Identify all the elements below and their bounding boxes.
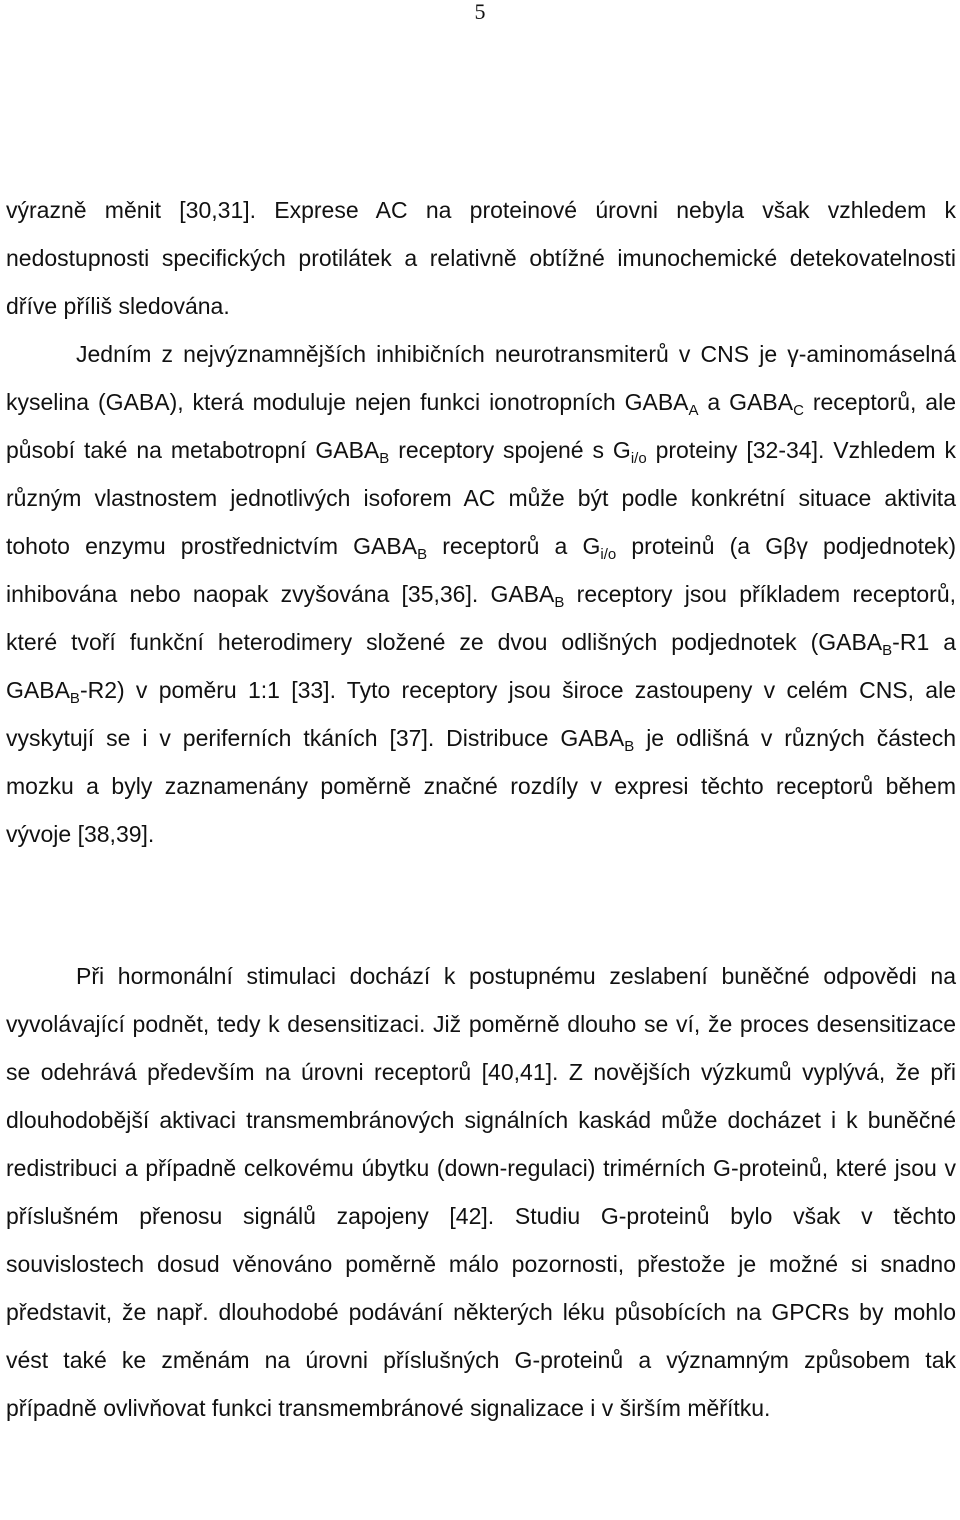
text-block-lower [6,952,956,1432]
paragraph-2 [6,330,956,858]
subscript: B [554,594,565,611]
subscript: B [882,642,893,659]
paragraph-2-text: receptorů a G [427,533,601,559]
paragraph-2-text: proteinů (a Gβγ podjednotek) inhibována nebo naopak zvyšována [35,36]. GABA [6,533,956,607]
subscript: i/o [600,546,617,563]
subscript: A [688,402,699,419]
subscript: B [624,738,635,755]
paragraph-2-text: je odlišná v různých částech mozku a byly zaznamenány poměrně značné rozdíly v expresi těchto receptorů během vývoje [38,39]. [6,725,956,847]
paragraph-2-text: -R1 a GABA [6,629,956,703]
paragraph-2-text: receptorů, ale působí také na metabotropní GABA [6,389,956,463]
subscript: B [69,690,80,707]
paragraph-2-text: a GABA [698,389,794,415]
paragraph-2-text: proteiny [32-34]. Vzhledem k různým vlastnostem jednotlivých isoforem AC může být podle konkrétní situace aktivita tohoto enzymu prostřednictvím GABA [6,437,956,559]
subscript: B [379,450,390,467]
paragraph-1: výrazně měnit [30,31]. Exprese AC na proteinové úrovni nebyla však vzhledem k nedostupnosti specifických protilátek a relativně obtížné imunochemické detekovatelnosti dříve příliš sledována. [6,197,956,319]
paragraph-3: Při hormonální stimulaci dochází k postupnému zeslabení buněčné odpovědi na vyvolávající podnět, tedy k desensitizaci. Již poměrně dlouho se ví, že proces desensitizace se odehrává především na úrovni receptorů [40,41]. Z novějších výzkumů vyplývá, že při dlouhodobější aktivaci transmembránových signálních kaskád může docházet i k buněčné redistribuci a případně celkovému úbytku (down-regulaci) trimérních G-proteinů, které jsou v příslušném přenosu signálů zapojeny [42]. Studiu G-proteinů bylo však v těchto souvislostech dosud věnováno poměrně málo pozornosti, přestože je možné si snadno představit, že např. dlouhodobé podávání některých léku působících na GPCRs by mohlo vést také ke změnám na úrovni příslušných G-proteinů a významným způsobem tak případně ovlivňovat funkci transmembránové signalizace i v širším měřítku. [6,963,956,1421]
paragraph-2-text: receptory jsou příkladem receptorů, které tvoří funkční heterodimery složené ze dvou odlišných podjednotek (GABA [6,581,957,655]
paragraph-2-text: receptory spojené s G [389,437,631,463]
subscript: i/o [630,450,647,467]
paragraph-2-text: -R2) v poměru 1:1 [33]. Tyto receptory jsou široce zastoupeny v celém CNS, ale vyskytují se i v periferních tkáních [37]. Distribuce GABA [6,677,956,751]
text-block-upper [6,186,956,858]
page-number: 5 [474,0,486,24]
subscript: C [793,402,804,419]
paragraph-2-text: Jedním z nejvýznamnějších inhibičních neurotransmiterů v CNS je γ-aminomáselná kyselina (GABA), která moduluje nejen funkci ionotropních GABA [6,341,956,415]
subscript: B [417,546,428,563]
